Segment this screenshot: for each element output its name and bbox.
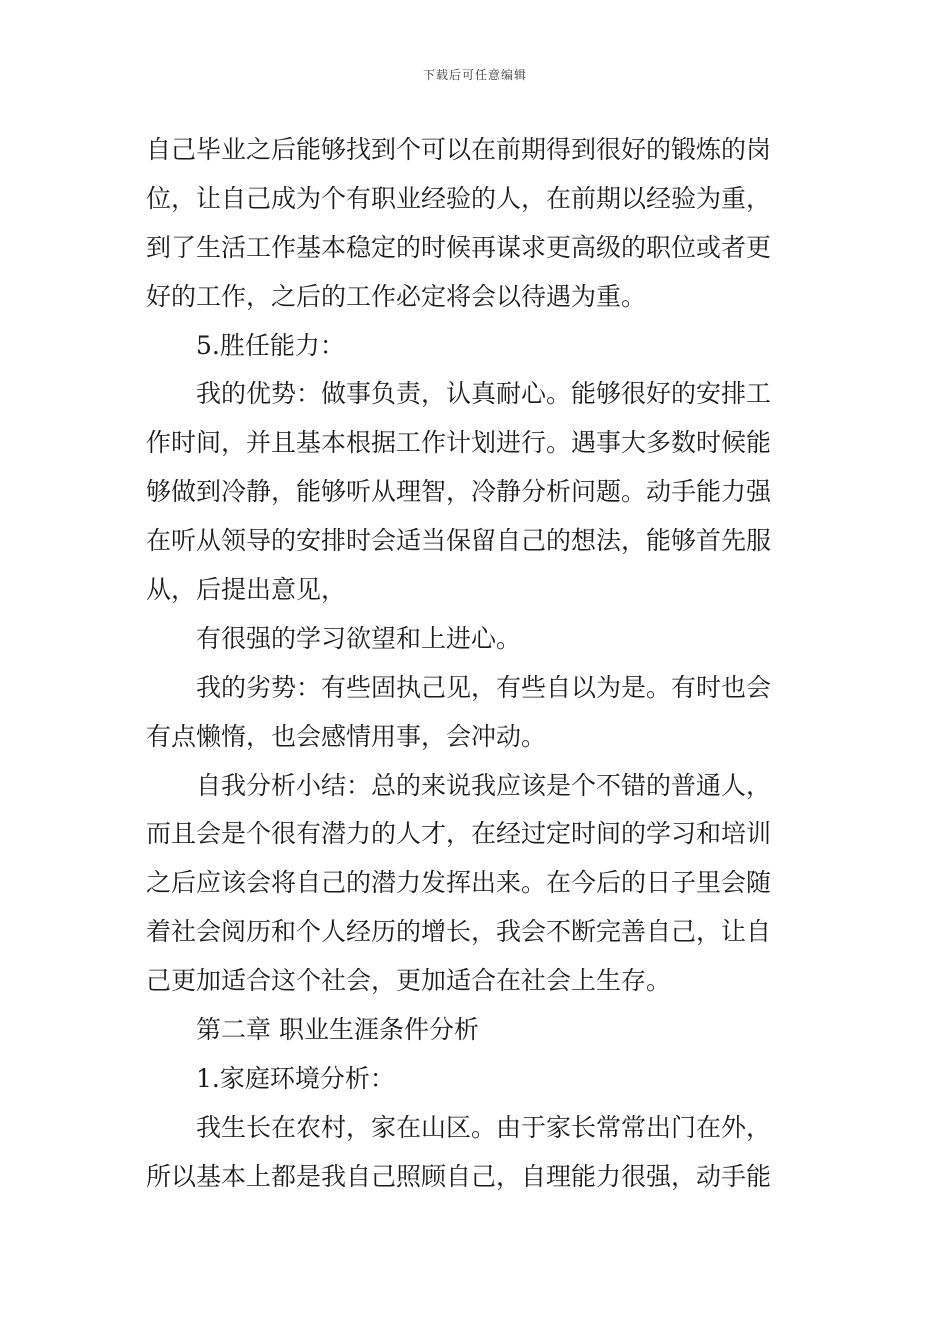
- text-line: 有点懒惰，也会感情用事，会冲动。: [146, 721, 547, 751]
- document-body: [146, 126, 806, 1202]
- text-line: 所以基本上都是我自己照顾自己，自理能力很强，动手能: [146, 1161, 772, 1191]
- text-line: 自我分析小结：总的来说我应该是个不错的普通人，: [196, 770, 772, 800]
- text-line: 作时间，并且基本根据工作计划进行。遇事大多数时候能: [146, 428, 772, 458]
- text-line: 在听从领导的安排时会适当保留自己的想法，能够首先服: [146, 526, 772, 556]
- text-line: 到了生活工作基本稳定的时候再谋求更高级的职位或者更: [146, 232, 772, 262]
- text-line: 己更加适合这个社会，更加适合在社会上生存。: [146, 966, 672, 996]
- text-line: 我的优势：做事负责，认真耐心。能够很好的安排工: [196, 379, 772, 409]
- text-line: 有很强的学习欲望和上进心。: [196, 623, 522, 653]
- text-line: 而且会是个很有潜力的人才，在经过定时间的学习和培训: [146, 819, 772, 849]
- text-line: 位，让自己成为个有职业经验的人，在前期以经验为重，: [146, 183, 772, 213]
- text-line: 之后应该会将自己的潜力发挥出来。在今后的日子里会随: [146, 868, 772, 898]
- text-line: 5.胜任能力：: [196, 330, 345, 360]
- text-line: 第二章 职业生涯条件分析: [196, 1015, 479, 1045]
- page-header: 下载后可任意编辑: [422, 68, 527, 82]
- text-line: 自己毕业之后能够找到个可以在前期得到很好的锻炼的岗: [146, 135, 772, 164]
- text-line: 够做到冷静，能够听从理智，冷静分析问题。动手能力强: [146, 477, 772, 507]
- text-line: 从，后提出意见，: [146, 575, 347, 605]
- text-line: 1.家庭环境分析：: [196, 1063, 395, 1093]
- text-line: 我生长在农村，家在山区。由于家长常常出门在外，: [196, 1112, 772, 1142]
- text-line: 着社会阅历和个人经历的增长，我会不断完善自己，让自: [146, 917, 772, 947]
- text-line: 我的劣势：有些固执己见，有些自以为是。有时也会: [196, 672, 772, 702]
- text-line: 好的工作，之后的工作必定将会以待遇为重。: [146, 281, 647, 311]
